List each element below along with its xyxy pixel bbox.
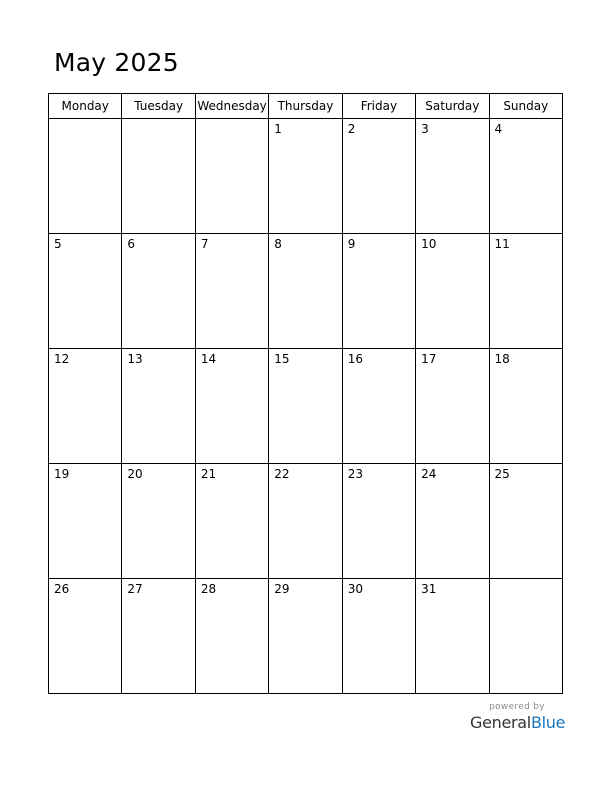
day-cell [122,349,195,464]
day-cell [122,579,195,694]
day-cell [195,349,268,464]
page-title: May 2025 [54,48,179,77]
day-cell [269,579,342,694]
day-number: 25 [494,467,510,481]
day-cell [195,119,268,234]
weekday-header-thursday: Thursday [269,94,342,119]
day-number: 23 [347,467,363,481]
day-number: 30 [347,582,363,596]
day-number: 26 [54,582,70,596]
weekday-header-sunday: Sunday [489,94,562,119]
day-number: 3 [421,122,429,136]
day-cell [489,579,562,694]
day-number: 28 [200,582,217,596]
day-cell [269,119,342,234]
day-cell [489,119,562,234]
day-number: 12 [54,352,70,366]
day-number: 22 [274,467,290,481]
day-number: 8 [274,237,282,251]
day-cell [489,349,562,464]
day-cell [416,349,489,464]
day-cell [195,579,268,694]
day-cell [49,234,122,349]
day-cell [416,234,489,349]
weekday-header-saturday: Saturday [416,94,489,119]
day-number: 10 [421,237,437,251]
day-number: 24 [421,467,437,481]
day-number [196,119,268,123]
day-cell [49,349,122,464]
day-number: 2 [347,122,356,136]
weekday-header-monday: Monday [49,94,122,119]
week-row [49,234,563,349]
day-cell [342,349,415,464]
day-number: 20 [127,467,143,481]
day-number: 7 [200,237,209,251]
day-number [49,119,121,123]
weekday-header-tuesday: Tuesday [122,94,195,119]
day-number: 19 [54,467,70,481]
day-cell [195,234,268,349]
day-cell [49,119,122,234]
branding-logo [470,703,564,731]
day-number: 18 [494,352,510,366]
day-number: 4 [494,122,503,136]
day-number: 21 [200,467,217,481]
month-calendar-grid [48,93,563,694]
day-number: 6 [127,237,136,251]
day-number: 31 [421,582,437,596]
week-row [49,119,563,234]
day-number: 29 [274,582,290,596]
day-number [122,119,194,123]
day-number [490,579,562,583]
day-cell [342,119,415,234]
brand-name-part2: Blue [530,713,566,732]
weekday-header-row [49,94,563,119]
day-cell [342,464,415,579]
day-number: 5 [54,237,62,251]
day-number: 13 [127,352,143,366]
brand-name [470,715,564,731]
day-number: 9 [347,237,356,251]
weekday-header-wednesday: Wednesday [195,94,268,119]
day-cell [416,579,489,694]
day-cell [122,119,195,234]
day-cell [269,349,342,464]
day-number: 16 [347,352,363,366]
day-cell [195,464,268,579]
day-cell [122,234,195,349]
day-cell [269,464,342,579]
day-cell [269,234,342,349]
day-number: 14 [200,352,217,366]
day-number: 17 [421,352,437,366]
day-cell [49,579,122,694]
day-cell [416,119,489,234]
weekday-header-friday: Friday [342,94,415,119]
week-row [49,464,563,579]
brand-name-part1: General [470,713,531,732]
week-row [49,579,563,694]
day-cell [49,464,122,579]
powered-by-text: powered by [489,702,545,712]
week-row [49,349,563,464]
day-cell [122,464,195,579]
day-cell [416,464,489,579]
day-cell [489,464,562,579]
day-cell [489,234,562,349]
day-cell [342,579,415,694]
day-number: 1 [274,122,282,136]
day-number: 27 [127,582,143,596]
day-number: 15 [274,352,290,366]
day-number: 11 [494,237,510,251]
day-cell [342,234,415,349]
